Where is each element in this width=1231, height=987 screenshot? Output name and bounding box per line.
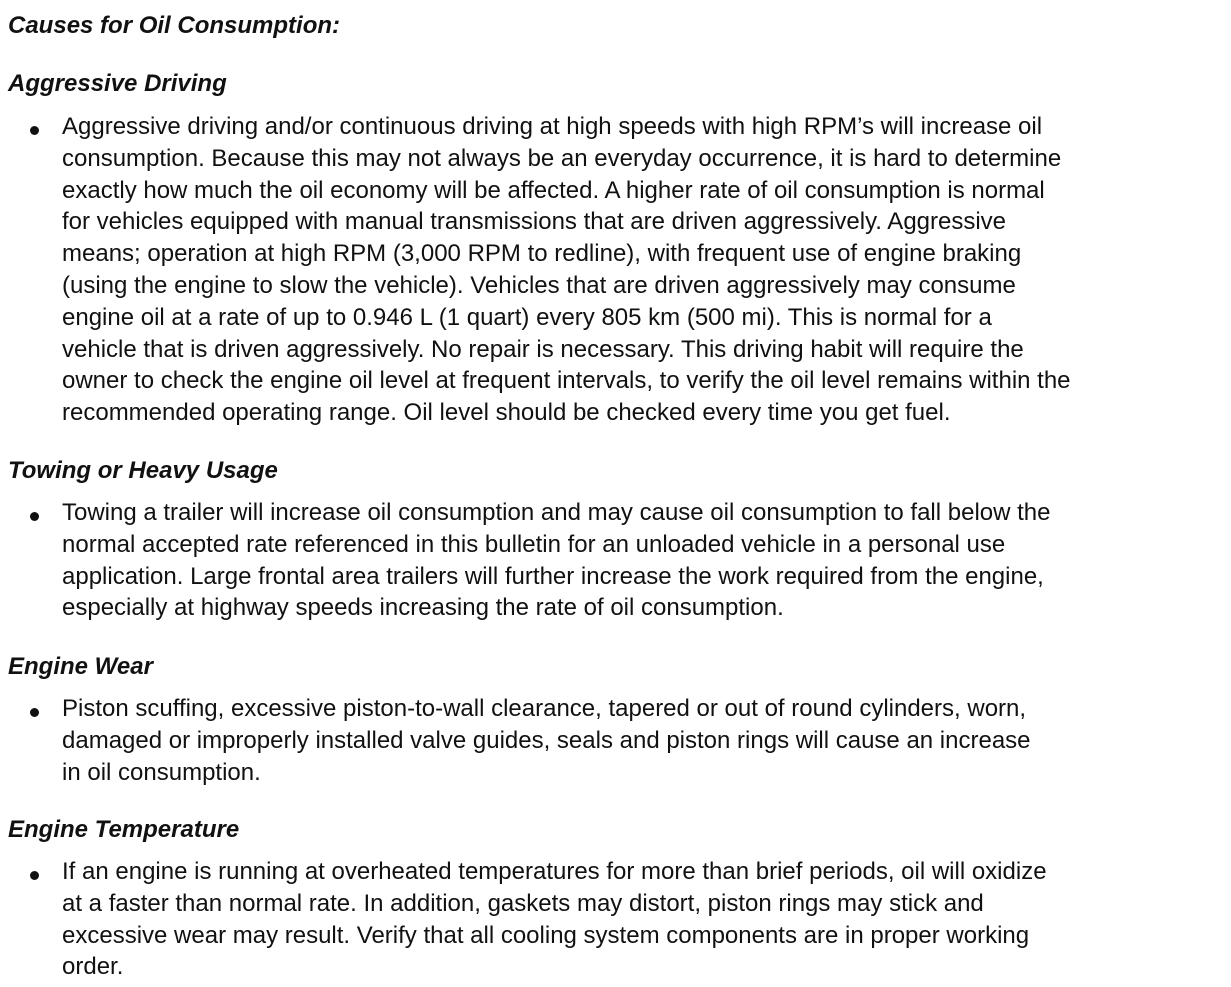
paragraph-line: Towing a trailer will increase oil consumption and may cause oil consumption to fall below the — [62, 499, 1051, 526]
paragraph-line: excessive wear may result. Verify that all cooling system components are in proper working — [62, 921, 1030, 949]
bullet-icon — [28, 869, 40, 881]
section-heading-towing: Towing or Heavy Usage — [8, 457, 278, 484]
paragraph-line: (using the engine to slow the vehicle). Vehicles that are driven aggressively may consume — [62, 271, 1016, 299]
paragraph-line: normal accepted rate referenced in this bulletin for an unloaded vehicle in a personal use — [62, 530, 1006, 558]
paragraph-line: owner to check the engine oil level at frequent intervals, to verify the oil level remains within the — [62, 367, 1071, 395]
paragraph-line: Piston scuffing, excessive piston-to-wall clearance, tapered or out of round cylinders, worn, — [62, 695, 1027, 722]
section-paragraph-engine-wear — [62, 693, 1231, 788]
paragraph-line: means; operation at high RPM (3,000 RPM to redline), with frequent use of engine braking — [62, 240, 1022, 268]
paragraph-line: application. Large frontal area trailers will further increase the work required from the engine, — [62, 562, 1044, 590]
paragraph-line: consumption. Because this may not always be an everyday occurrence, it is hard to determine — [62, 144, 1062, 172]
section-heading-engine-temperature: Engine Temperature — [8, 816, 240, 843]
paragraph-line: engine oil at a rate of up to 0.946 L (1 quart) every 805 km (500 mi). This is normal for a — [62, 303, 992, 331]
document-title: Causes for Oil Consumption: — [8, 12, 341, 39]
bullet-icon — [28, 124, 40, 136]
paragraph-line: exactly how much the oil economy will be affected. A higher rate of oil consumption is normal — [62, 176, 1045, 204]
paragraph-line: damaged or improperly installed valve guides, seals and piston rings will cause an increase — [62, 726, 1031, 754]
section-paragraph-engine-temperature — [62, 856, 1231, 983]
section-heading-aggressive-driving: Aggressive Driving — [8, 70, 227, 97]
section-heading-engine-wear: Engine Wear — [8, 653, 153, 680]
section-paragraph-towing — [62, 497, 1231, 624]
paragraph-line: for vehicles equipped with manual transmissions that are driven aggressively. Aggressive — [62, 208, 1007, 236]
bullet-icon — [28, 510, 40, 522]
paragraph-line: vehicle that is driven aggressively. No repair is necessary. This driving habit will require the — [62, 335, 1024, 363]
paragraph-line: recommended operating range. Oil level should be checked every time you get fuel. — [62, 399, 951, 427]
bullet-icon — [28, 706, 40, 718]
paragraph-line: Aggressive driving and/or continuous driving at high speeds with high RPM’s will increase oil — [62, 113, 1043, 140]
paragraph-line: at a faster than normal rate. In addition, gaskets may distort, piston rings may stick and — [62, 889, 984, 917]
paragraph-line: order. — [62, 953, 124, 981]
paragraph-line: in oil consumption. — [62, 758, 261, 786]
section-paragraph-aggressive-driving — [62, 111, 1231, 429]
paragraph-line: especially at highway speeds increasing the rate of oil consumption. — [62, 594, 784, 622]
paragraph-line: If an engine is running at overheated temperatures for more than brief periods, oil will oxidize — [62, 858, 1047, 885]
